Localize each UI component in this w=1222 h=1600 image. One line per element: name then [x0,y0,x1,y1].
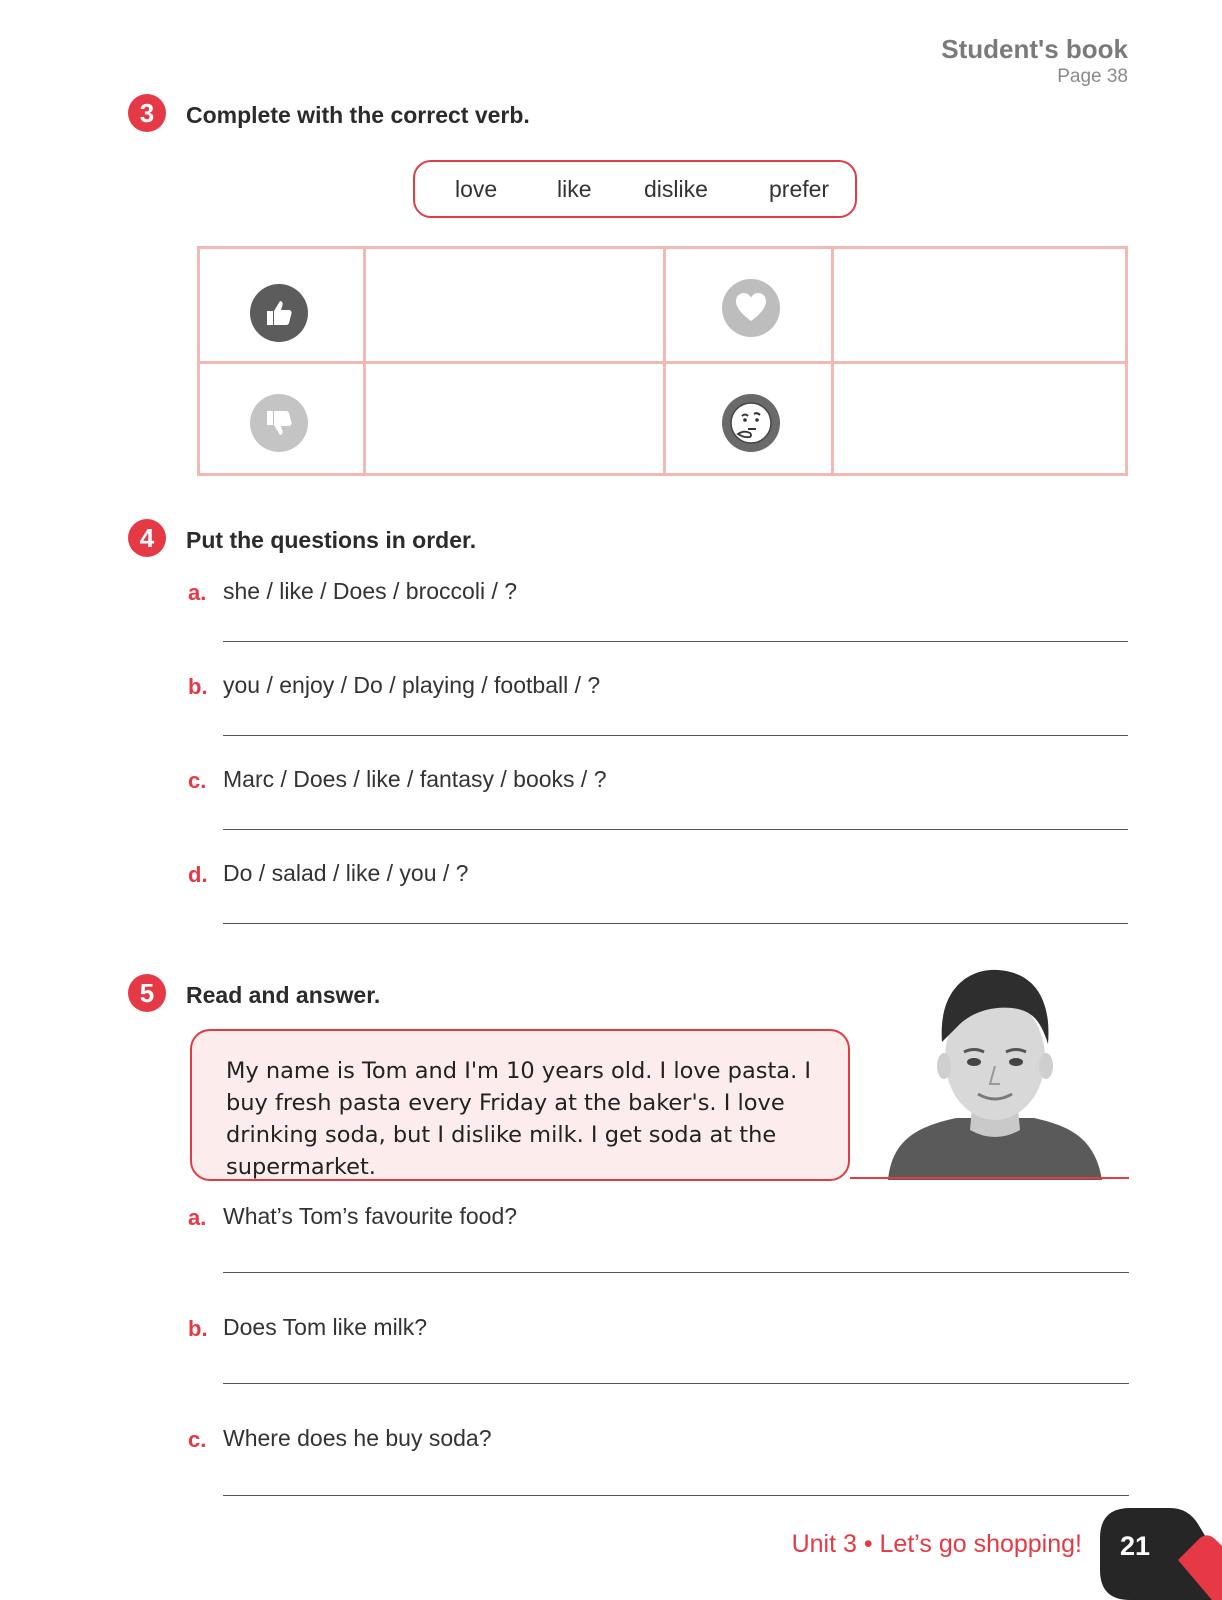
word-bank [413,160,857,218]
exercise-5-instruction: Read and answer. [186,982,381,1008]
exercise-4-number: 4 [128,519,166,557]
question-letter: b. [188,1316,208,1341]
thinking-face-icon [722,394,780,452]
page-reference: Page 38 [1057,66,1128,87]
word-bank-item: like [557,176,592,202]
word-bank-item: dislike [644,176,708,202]
boy-photo [880,958,1110,1180]
question-letter: a. [188,580,207,605]
thumbs-up-icon [250,284,308,342]
answer-line[interactable] [223,641,1128,642]
question-text: Do / salad / like / you / ? [223,860,469,886]
page-number: 21 [1119,1530,1151,1561]
question-letter: d. [188,862,208,887]
reading-passage: My name is Tom and I'm 10 years old. I love pasta. I buy fresh pasta every Friday at the baker's. I love drinking soda, but I dislike milk. I get soda at the supermarket. [226,1058,812,1180]
answer-line[interactable] [223,829,1128,830]
question-text: Marc / Does / like / fantasy / books / ? [223,766,607,792]
question-letter: c. [188,768,207,793]
question-letter: c. [188,1427,207,1452]
question-text: Does Tom like milk? [223,1314,428,1340]
word-bank-item: love [455,176,498,202]
question-text: Where does he buy soda? [223,1425,492,1451]
book-title: Student's book [941,34,1128,64]
verb-grid [197,246,1128,476]
divider [850,1177,1129,1179]
word-bank-item: prefer [769,176,830,202]
thumbs-down-icon [250,394,308,452]
question-text: you / enjoy / Do / playing / football / ? [223,672,601,698]
unit-title: Unit 3 • Let’s go shopping! [791,1530,1082,1558]
question-letter: b. [188,674,208,699]
exercise-3-number: 3 [128,94,166,132]
answer-line[interactable] [223,1383,1129,1384]
answer-line[interactable] [223,1272,1129,1273]
answer-line[interactable] [223,923,1128,924]
heart-icon [722,279,780,337]
question-text: What’s Tom’s favourite food? [223,1203,518,1229]
exercise-3-instruction: Complete with the correct verb. [186,102,530,128]
exercise-5-number: 5 [128,974,166,1012]
question-text: she / like / Does / broccoli / ? [223,578,518,604]
reading-passage-box [190,1029,850,1181]
answer-line[interactable] [223,1495,1129,1496]
exercise-4-instruction: Put the questions in order. [186,527,477,553]
question-letter: a. [188,1205,207,1230]
answer-line[interactable] [223,735,1128,736]
